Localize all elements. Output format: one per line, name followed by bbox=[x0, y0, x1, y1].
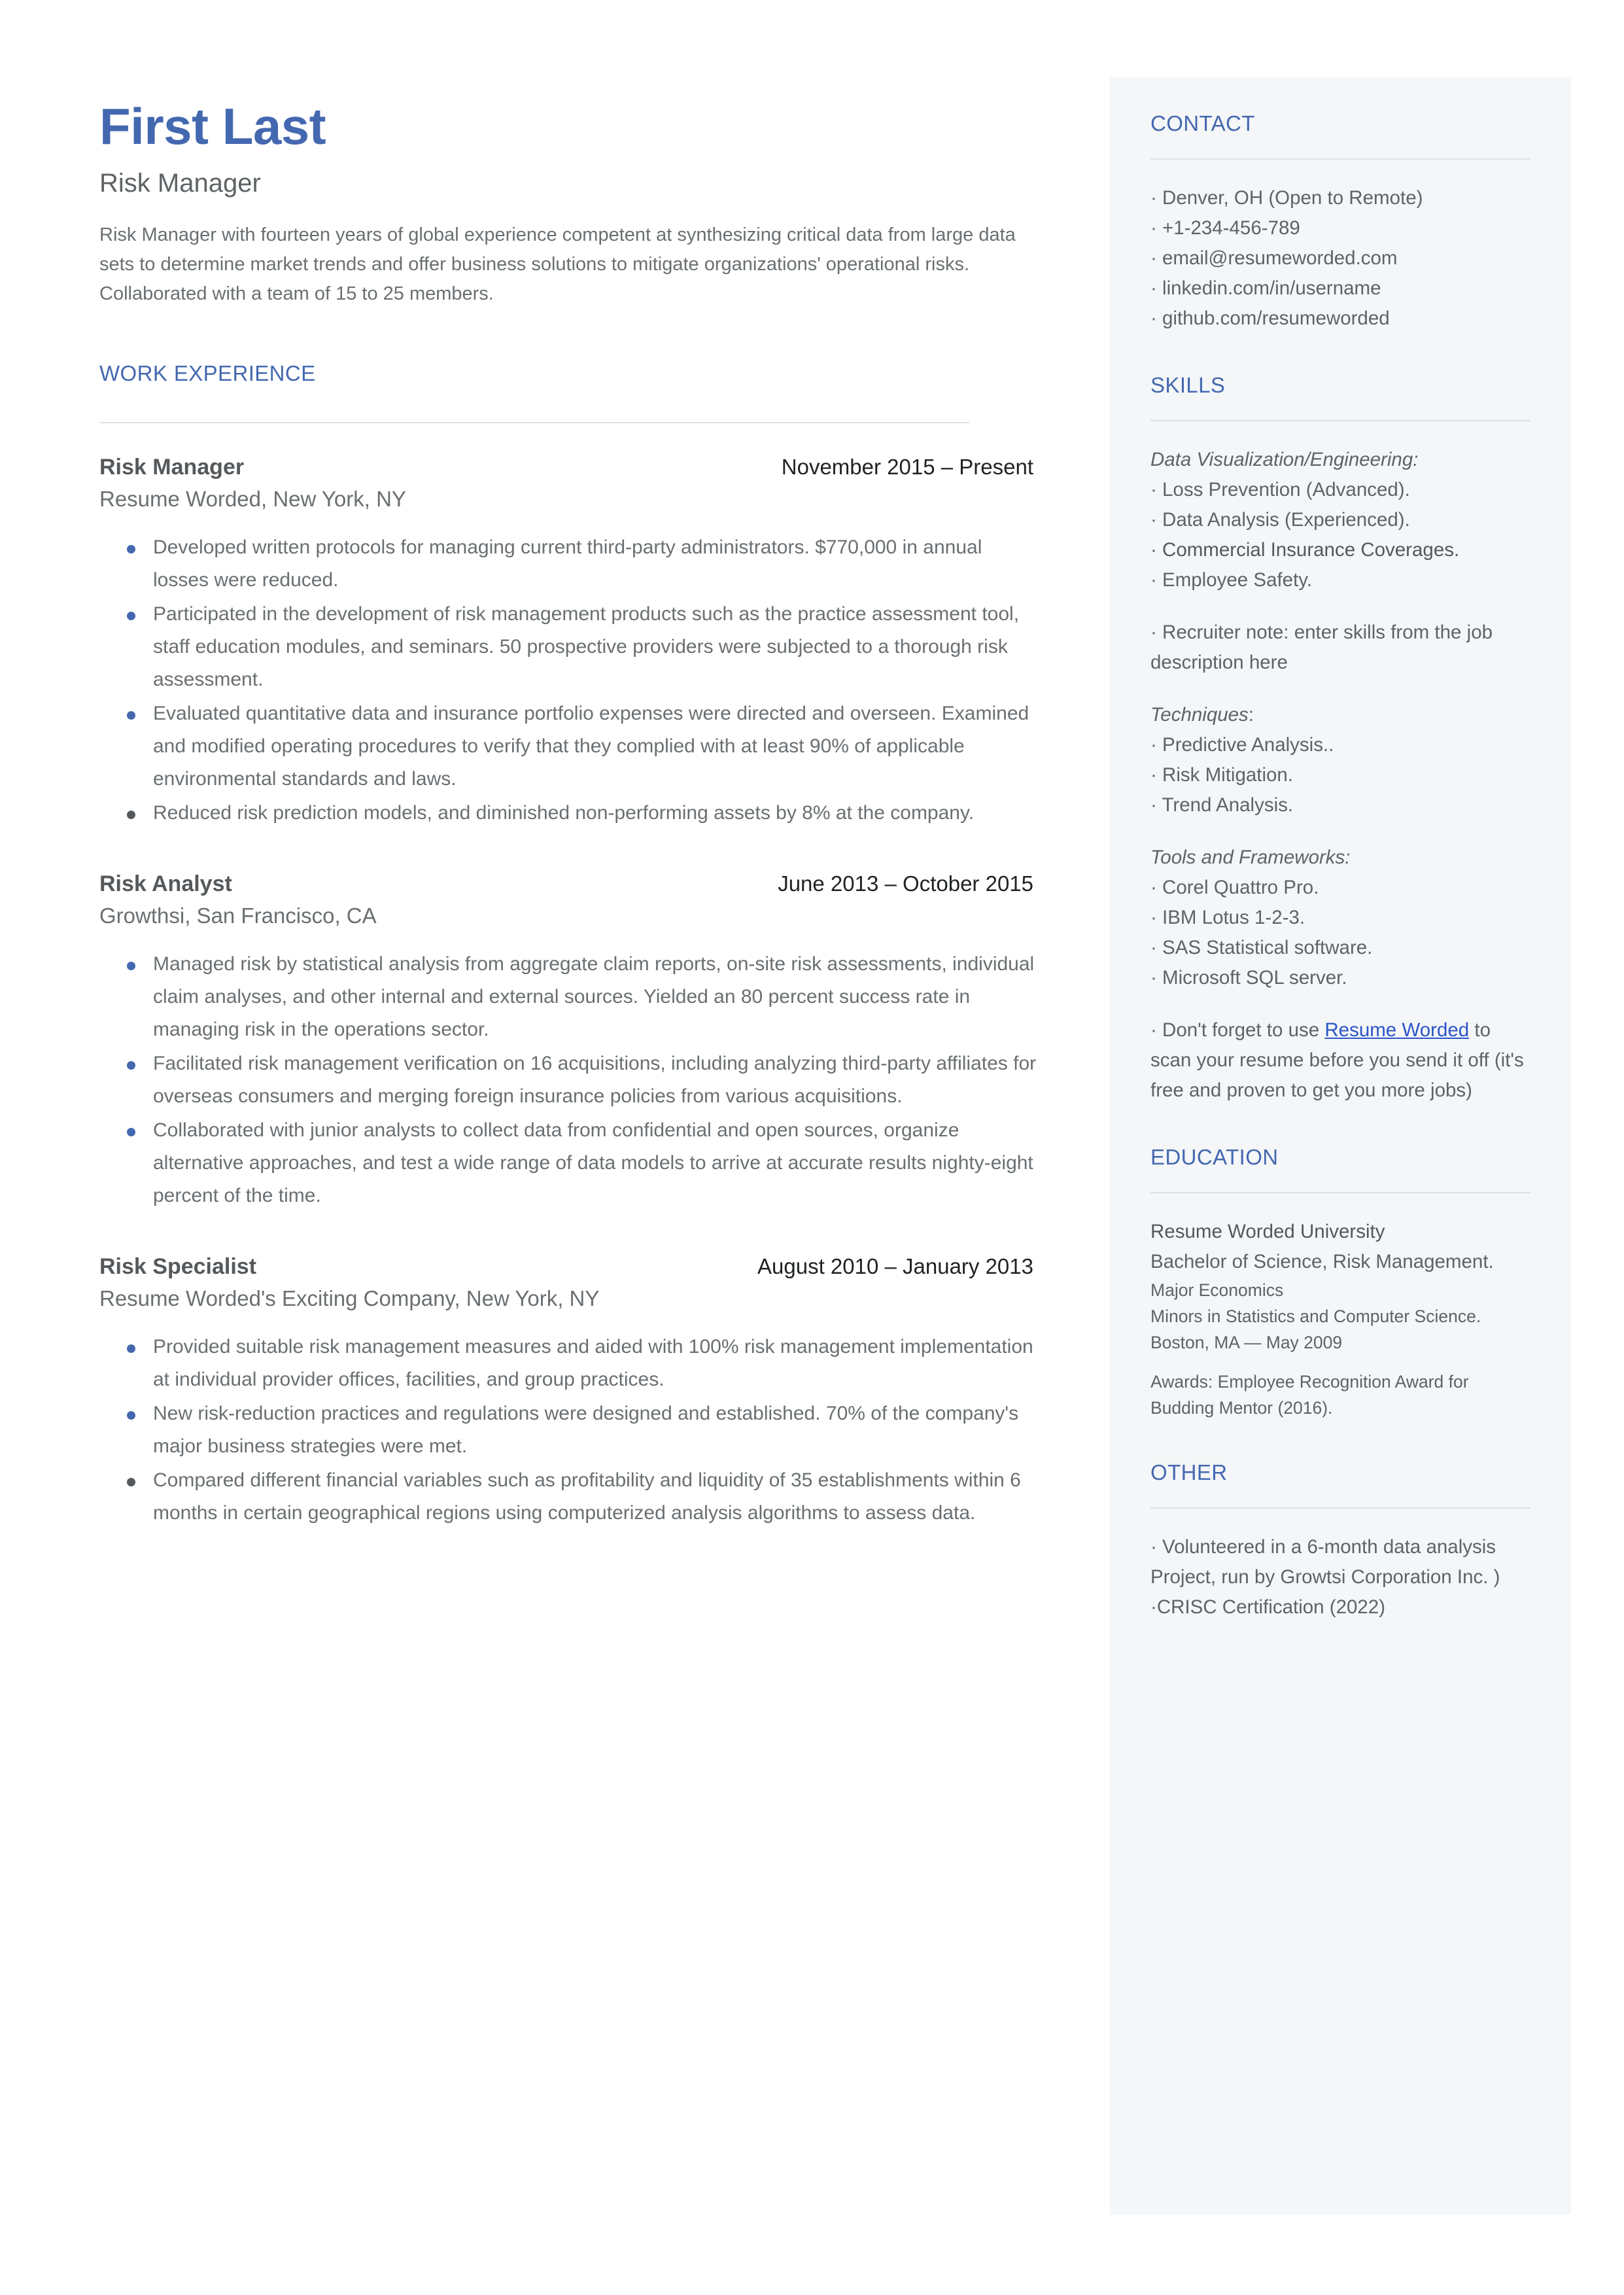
job-bullet: Participated in the development of risk management products such as the practice assessment tool, staff education modules, and seminars. 50 prospective providers were subjected to a thorough risk assessment. bbox=[99, 598, 1041, 696]
job-spacer bbox=[99, 1227, 1041, 1254]
skill-item-commercial-insurance: · Commercial Insurance Coverages. bbox=[1150, 539, 1460, 561]
job-header-row bbox=[99, 871, 1041, 897]
section-divider-skills bbox=[1150, 420, 1530, 421]
job-dates: June 2013 – October 2015 bbox=[778, 871, 1033, 896]
skills-list-data-viz bbox=[1150, 475, 1530, 535]
job-role: Risk Manager bbox=[99, 455, 245, 480]
skills-group-label-tools: Tools and Frameworks: bbox=[1150, 847, 1351, 868]
job-bullet-list bbox=[99, 948, 1041, 1212]
job-bullet: Developed written protocols for managing current third-party administrators. $770,000 in annual losses were reduced. bbox=[99, 531, 1041, 597]
skill-item: · Employee Safety. bbox=[1150, 569, 1313, 591]
education-location-date: Boston, MA — May 2009 bbox=[1150, 1333, 1343, 1352]
spacer bbox=[1150, 678, 1530, 700]
spacer bbox=[1150, 993, 1530, 1015]
education-awards: Awards: Employee Recognition Award for Budding Mentor (2016). bbox=[1150, 1372, 1469, 1418]
summary-paragraph: Risk Manager with fourteen years of global experience competent at synthesizing critical data from large data sets to determine market trends and offer business solutions to mitigate organizations' operational risks. Collaborated with a team of 15 to 25 members. bbox=[99, 224, 1016, 304]
job-header-row bbox=[99, 455, 1041, 480]
job-bullet: Provided suitable risk management measures and aided with 100% risk management implementation at individual provider offices, facilities, and group practices. bbox=[99, 1331, 1041, 1396]
skill-item: · Predictive Analysis.. bbox=[1150, 734, 1334, 756]
job-bullet: Reduced risk prediction models, and diminished non-performing assets by 8% at the company. bbox=[99, 797, 1041, 830]
skills-list-tools bbox=[1150, 873, 1530, 993]
spacer bbox=[1150, 1356, 1530, 1369]
job-role: Risk Analyst bbox=[99, 871, 232, 896]
resume-worded-link[interactable]: Resume Worded bbox=[1324, 1019, 1470, 1041]
work-experience-list bbox=[99, 455, 1041, 1530]
skills-group-label-techniques bbox=[1150, 700, 1530, 730]
contact-item: · linkedin.com/in/username bbox=[1150, 277, 1381, 299]
section-heading-contact: CONTACT bbox=[1150, 111, 1255, 135]
sidebar bbox=[1110, 77, 1571, 2215]
techniques-label-colon: : bbox=[1248, 704, 1254, 726]
job-company: Resume Worded, New York, NY bbox=[99, 487, 406, 511]
skill-item: · Data Analysis (Experienced). bbox=[1150, 509, 1410, 531]
contact-item: · github.com/resumeworded bbox=[1150, 307, 1390, 329]
skills-recruiter-note: · Recruiter note: enter skills from the job description here bbox=[1150, 622, 1493, 673]
other-list bbox=[1150, 1532, 1530, 1622]
main-column bbox=[99, 98, 1041, 1544]
job-dates: August 2010 – January 2013 bbox=[757, 1254, 1033, 1278]
contact-item: · Denver, OH (Open to Remote) bbox=[1150, 187, 1423, 209]
sidebar-section-contact bbox=[1150, 111, 1530, 334]
job-bullet: Collaborated with junior analysts to collect data from confidential and open sources, organize alternative approaches, and test a wide range of data models to arrive at accurate results nighty-eight percent of the time. bbox=[99, 1114, 1041, 1212]
job-bullet: Facilitated risk management verification on 16 acquisitions, including analyzing third-party affiliates for overseas consumers and merging foreign insurance policies from various acquisitions. bbox=[99, 1047, 1041, 1113]
promo-prefix: · Don't forget to use bbox=[1150, 1019, 1325, 1041]
education-major: Major Economics bbox=[1150, 1280, 1284, 1300]
section-heading-education: EDUCATION bbox=[1150, 1145, 1279, 1169]
skills-group-label-data-viz: Data Visualization/Engineering: bbox=[1150, 449, 1419, 470]
section-divider-other bbox=[1150, 1507, 1530, 1509]
techniques-label-italic: Techniques bbox=[1150, 704, 1249, 726]
page-title: First Last bbox=[99, 97, 326, 155]
other-item: ·CRISC Certification (2022) bbox=[1150, 1596, 1386, 1618]
contact-item: · email@resumeworded.com bbox=[1150, 247, 1398, 269]
section-divider-work-experience bbox=[99, 422, 969, 423]
skill-item: · Trend Analysis. bbox=[1150, 794, 1294, 816]
work-experience-entry bbox=[99, 1254, 1041, 1530]
other-item: · Volunteered in a 6-month data analysis Project, run by Growtsi Corporation Inc. ) bbox=[1150, 1536, 1500, 1588]
skills-list-data-viz-cont bbox=[1150, 565, 1530, 595]
section-heading-skills: SKILLS bbox=[1150, 373, 1226, 397]
contact-list bbox=[1150, 183, 1530, 334]
resume-worded-promo bbox=[1150, 1015, 1530, 1106]
contact-item: · +1-234-456-789 bbox=[1150, 217, 1300, 239]
work-experience-entry bbox=[99, 455, 1041, 830]
job-spacer bbox=[99, 844, 1041, 871]
job-bullet-list bbox=[99, 531, 1041, 830]
sidebar-section-education bbox=[1150, 1145, 1530, 1421]
sidebar-section-other bbox=[1150, 1460, 1530, 1622]
skills-list-techniques bbox=[1150, 730, 1530, 820]
job-bullet: Compared different financial variables such as profitability and liquidity of 35 establishments within 6 months in certain geographical regions using computerized analysis algorithms to assess data. bbox=[99, 1464, 1041, 1530]
education-school: Resume Worded University bbox=[1150, 1221, 1385, 1242]
skill-item: · Loss Prevention (Advanced). bbox=[1150, 479, 1410, 500]
job-company: Resume Worded's Exciting Company, New York, NY bbox=[99, 1286, 600, 1310]
job-bullet-list bbox=[99, 1331, 1041, 1530]
sidebar-section-skills bbox=[1150, 373, 1530, 1106]
job-company: Growthsi, San Francisco, CA bbox=[99, 903, 377, 928]
professional-title: Risk Manager bbox=[99, 169, 261, 198]
work-experience-entry bbox=[99, 871, 1041, 1212]
job-dates: November 2015 – Present bbox=[781, 455, 1033, 479]
spacer bbox=[1150, 820, 1530, 843]
section-divider-contact bbox=[1150, 158, 1530, 160]
spacer bbox=[1150, 595, 1530, 618]
skill-item: · IBM Lotus 1-2-3. bbox=[1150, 907, 1305, 928]
education-degree: Bachelor of Science, Risk Management. bbox=[1150, 1251, 1494, 1272]
skill-item: · Risk Mitigation. bbox=[1150, 764, 1294, 786]
skill-item: · Corel Quattro Pro. bbox=[1150, 877, 1319, 898]
job-header-row bbox=[99, 1254, 1041, 1280]
section-heading-other: OTHER bbox=[1150, 1460, 1228, 1484]
skill-item: · Microsoft SQL server. bbox=[1150, 967, 1347, 989]
job-bullet: Managed risk by statistical analysis from aggregate claim reports, on-site risk assessments, individual claim analyses, and other internal and external sources. Yielded an 80 percent success rate in managing risk in the operations sector. bbox=[99, 948, 1041, 1046]
section-heading-work-experience: WORK EXPERIENCE bbox=[99, 361, 316, 385]
job-role: Risk Specialist bbox=[99, 1254, 257, 1279]
section-divider-education bbox=[1150, 1192, 1530, 1193]
education-minors: Minors in Statistics and Computer Science. bbox=[1150, 1306, 1481, 1326]
job-bullet: New risk-reduction practices and regulations were designed and established. 70% of the company's major business strategies were met. bbox=[99, 1397, 1041, 1463]
promo-suffix: to scan your resume before you send it off (it's free and proven to get you more jobs) bbox=[1150, 1019, 1524, 1101]
skill-item: · SAS Statistical software. bbox=[1150, 937, 1373, 958]
job-bullet: Evaluated quantitative data and insurance portfolio expenses were directed and overseen. Examined and modified operating procedures to verify that they complied with at least 90% of applicable environmental standards and laws. bbox=[99, 697, 1041, 796]
